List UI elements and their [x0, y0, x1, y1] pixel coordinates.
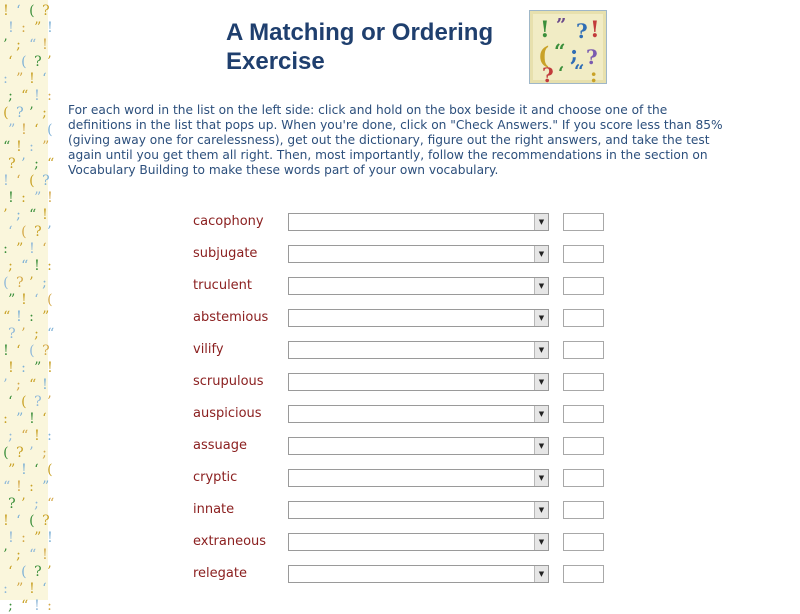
strip-glyph: ?	[42, 343, 50, 359]
strip-glyph: ?	[8, 156, 16, 172]
strip-glyph: !	[16, 309, 22, 325]
strip-glyph: ‘	[8, 54, 13, 70]
strip-glyph: ’	[47, 564, 52, 580]
strip-glyph: ’	[21, 496, 26, 512]
strip-glyph: !	[29, 581, 35, 597]
logo-glyph: ;	[570, 41, 579, 67]
strip-glyph: “	[29, 377, 37, 393]
strip-glyph: :	[21, 530, 26, 546]
definition-select[interactable]	[288, 341, 549, 359]
quiz-row	[0, 308, 800, 328]
answer-box[interactable]	[563, 309, 604, 327]
strip-glyph: :	[47, 258, 52, 274]
strip-glyph: ’	[47, 224, 52, 240]
strip-glyph: :	[29, 479, 34, 495]
strip-glyph: !	[34, 88, 40, 104]
strip-glyph: !	[29, 241, 35, 257]
strip-glyph: !	[34, 258, 40, 274]
strip-glyph: ”	[34, 190, 42, 206]
quiz-word: relegate	[193, 566, 247, 581]
strip-glyph: (	[29, 513, 35, 529]
chevron-down-icon[interactable]: ▼	[534, 310, 548, 326]
answer-box[interactable]	[563, 341, 604, 359]
strip-glyph: ;	[16, 377, 21, 393]
strip-glyph: ‘	[16, 173, 21, 189]
answer-box[interactable]	[563, 469, 604, 487]
strip-glyph: ’	[29, 445, 34, 461]
strip-glyph: ;	[8, 258, 13, 274]
strip-glyph: ?	[34, 564, 42, 580]
strip-glyph: !	[3, 173, 9, 189]
definition-select[interactable]	[288, 309, 549, 327]
strip-glyph: !	[3, 343, 9, 359]
logo-glyph: “	[554, 39, 566, 63]
strip-glyph: ”	[34, 20, 42, 36]
logo-glyph: “	[574, 61, 585, 82]
strip-glyph: ”	[34, 530, 42, 546]
answer-box[interactable]	[563, 565, 604, 583]
strip-glyph: !	[8, 20, 14, 36]
definition-select[interactable]	[288, 533, 549, 551]
strip-glyph: ?	[34, 394, 42, 410]
strip-glyph: !	[42, 37, 48, 53]
strip-glyph: ‘	[42, 581, 47, 597]
strip-glyph: “	[47, 156, 55, 172]
strip-glyph: ”	[16, 411, 24, 427]
answer-box[interactable]	[563, 533, 604, 551]
logo-glyph: ?	[586, 45, 598, 69]
strip-glyph: ;	[16, 37, 21, 53]
strip-glyph: ;	[34, 326, 39, 342]
strip-glyph: ‘	[16, 3, 21, 19]
strip-glyph: !	[29, 71, 35, 87]
strip-glyph: (	[47, 462, 53, 478]
quiz-word: assuage	[193, 438, 247, 453]
strip-glyph: :	[29, 309, 34, 325]
strip-glyph: ‘	[42, 241, 47, 257]
quiz-word: extraneous	[193, 534, 267, 549]
quiz-word: cryptic	[193, 470, 238, 485]
definition-select[interactable]	[288, 437, 549, 455]
strip-glyph: :	[21, 360, 26, 376]
strip-glyph: “	[21, 88, 29, 104]
answer-box[interactable]	[563, 245, 604, 263]
strip-glyph: ’	[3, 547, 8, 563]
strip-glyph: ?	[34, 54, 42, 70]
strip-glyph: “	[47, 496, 55, 512]
strip-glyph: “	[29, 547, 37, 563]
quiz-row	[0, 404, 800, 427]
strip-glyph: !	[42, 547, 48, 563]
strip-glyph: :	[3, 71, 8, 87]
chevron-down-icon[interactable]: ▼	[534, 534, 548, 550]
quiz-row	[0, 241, 800, 264]
logo-glyph: ‘	[558, 63, 565, 84]
strip-glyph: ”	[8, 292, 16, 308]
punctuation-logo	[529, 10, 607, 87]
strip-glyph: ”	[42, 139, 50, 155]
strip-glyph: :	[47, 428, 52, 444]
strip-glyph: ’	[3, 377, 8, 393]
strip-glyph: ?	[42, 173, 50, 189]
answer-box[interactable]	[563, 405, 604, 423]
strip-glyph: “	[3, 309, 11, 325]
strip-glyph: ;	[8, 88, 13, 104]
definition-select[interactable]	[288, 405, 549, 423]
strip-glyph: !	[8, 360, 14, 376]
strip-glyph: ?	[16, 105, 24, 121]
quiz-row	[0, 276, 800, 296]
strip-glyph: :	[21, 190, 26, 206]
strip-glyph: ‘	[34, 462, 39, 478]
strip-glyph: !	[16, 139, 22, 155]
strip-glyph: !	[3, 3, 9, 19]
strip-glyph: ’	[29, 275, 34, 291]
strip-glyph: ”	[16, 581, 24, 597]
logo-glyph: !	[590, 17, 600, 43]
strip-glyph: ‘	[42, 411, 47, 427]
quiz-row	[0, 436, 800, 456]
chevron-down-icon[interactable]: ▼	[534, 342, 548, 358]
quiz-row	[0, 340, 800, 360]
strip-glyph: (	[47, 292, 53, 308]
strip-glyph: ”	[42, 479, 50, 495]
strip-glyph: (	[21, 54, 27, 70]
chevron-down-icon[interactable]: ▼	[534, 246, 548, 262]
page-title: A Matching or Ordering Exercise	[226, 19, 494, 75]
strip-glyph: :	[29, 139, 34, 155]
strip-glyph: ;	[34, 496, 39, 512]
strip-glyph: !	[16, 479, 22, 495]
strip-glyph: (	[3, 275, 9, 291]
strip-glyph: ;	[8, 428, 13, 444]
answer-box[interactable]	[563, 373, 604, 391]
logo-glyph: !	[540, 17, 550, 43]
strip-glyph: !	[21, 292, 27, 308]
strip-glyph: (	[21, 394, 27, 410]
quiz-word: cacophony	[193, 214, 264, 229]
strip-glyph: (	[29, 343, 35, 359]
strip-glyph: !	[34, 428, 40, 444]
strip-glyph: ?	[16, 445, 24, 461]
strip-glyph: ;	[42, 105, 47, 121]
strip-glyph: ”	[42, 309, 50, 325]
strip-glyph: :	[3, 581, 8, 597]
definition-select[interactable]	[288, 469, 549, 487]
strip-glyph: ;	[16, 547, 21, 563]
strip-glyph: ’	[47, 394, 52, 410]
quiz-word: abstemious	[193, 310, 269, 325]
strip-glyph: !	[34, 598, 40, 614]
strip-glyph: ?	[34, 224, 42, 240]
strip-glyph: ‘	[34, 292, 39, 308]
logo-glyph: ”	[556, 15, 567, 36]
strip-glyph: !	[47, 190, 53, 206]
quiz-word: subjugate	[193, 246, 258, 261]
strip-glyph: ;	[42, 445, 47, 461]
strip-glyph: (	[21, 224, 27, 240]
answer-box[interactable]	[563, 437, 604, 455]
strip-glyph: !	[8, 530, 14, 546]
strip-glyph: ‘	[8, 394, 13, 410]
chevron-down-icon[interactable]: ▼	[534, 438, 548, 454]
strip-glyph: ’	[29, 105, 34, 121]
quiz-word: scrupulous	[193, 374, 264, 389]
answer-box[interactable]	[563, 213, 604, 231]
logo-glyph: :	[590, 63, 598, 87]
strip-glyph: “	[21, 258, 29, 274]
strip-glyph: ?	[16, 275, 24, 291]
strip-glyph: ’	[47, 54, 52, 70]
logo-glyph: ?	[542, 63, 554, 87]
quiz-row	[0, 468, 800, 488]
strip-glyph: !	[3, 513, 9, 529]
chevron-down-icon[interactable]: ▼	[534, 278, 548, 294]
quiz-word: truculent	[193, 278, 253, 293]
quiz-row	[0, 212, 800, 232]
strip-glyph: ‘	[34, 122, 39, 138]
strip-glyph: ‘	[42, 71, 47, 87]
chevron-down-icon[interactable]: ▼	[534, 374, 548, 390]
quiz-word: vilify	[193, 342, 224, 357]
strip-glyph: !	[47, 20, 53, 36]
strip-glyph: “	[29, 207, 37, 223]
strip-glyph: (	[47, 122, 53, 138]
strip-glyph: ”	[34, 360, 42, 376]
strip-glyph: ‘	[8, 564, 13, 580]
chevron-down-icon[interactable]: ▼	[534, 566, 548, 582]
strip-glyph: ;	[42, 275, 47, 291]
chevron-down-icon[interactable]: ▼	[534, 470, 548, 486]
strip-glyph: ;	[8, 598, 13, 614]
strip-glyph: “	[3, 479, 11, 495]
strip-glyph: ?	[8, 496, 16, 512]
strip-glyph: ;	[34, 156, 39, 172]
quiz-row	[0, 564, 800, 584]
chevron-down-icon[interactable]: ▼	[534, 502, 548, 518]
instructions-text: For each word in the list on the left side: click and hold on the box beside it and choose one of the definitions in the list that pops up. When you're done, click on "Check Answers." If you score less than 85% (giving away one for carelessness), get out the dictionary, figure out the right answers, and take the test again until you get them all right. Then, most importantly, follow the recommendations in the section on Vocabulary Building to make these words part of your own vocabulary.	[68, 103, 723, 177]
strip-glyph: :	[47, 88, 52, 104]
strip-glyph: ;	[16, 207, 21, 223]
strip-glyph: ?	[8, 326, 16, 342]
answer-box[interactable]	[563, 501, 604, 519]
quiz-word: auspicious	[193, 406, 262, 421]
strip-glyph: (	[29, 173, 35, 189]
strip-glyph: ”	[16, 71, 24, 87]
strip-glyph: !	[21, 462, 27, 478]
definition-select[interactable]	[288, 501, 549, 519]
strip-glyph: ”	[8, 122, 16, 138]
strip-glyph: !	[42, 207, 48, 223]
strip-glyph: (	[21, 564, 27, 580]
quiz-row	[0, 372, 800, 392]
strip-glyph: (	[3, 105, 9, 121]
definition-select[interactable]	[288, 373, 549, 391]
strip-glyph: ?	[42, 3, 50, 19]
chevron-down-icon[interactable]: ▼	[534, 406, 548, 422]
logo-glyph: (	[538, 41, 550, 70]
strip-glyph: “	[47, 326, 55, 342]
strip-glyph: !	[29, 411, 35, 427]
definition-select[interactable]	[288, 565, 549, 583]
strip-glyph: :	[3, 411, 8, 427]
strip-glyph: !	[21, 122, 27, 138]
strip-glyph: !	[8, 190, 14, 206]
strip-glyph: ’	[21, 156, 26, 172]
logo-glyph: ?	[576, 19, 588, 43]
quiz-row	[0, 500, 800, 520]
definition-select[interactable]	[288, 245, 549, 263]
chevron-down-icon[interactable]: ▼	[534, 214, 548, 230]
strip-glyph: ’	[3, 207, 8, 223]
strip-glyph: :	[21, 20, 26, 36]
strip-glyph: “	[29, 37, 37, 53]
strip-glyph: (	[29, 3, 35, 19]
quiz-row	[0, 532, 800, 552]
answer-box[interactable]	[563, 277, 604, 295]
quiz-word: innate	[193, 502, 235, 517]
strip-glyph: “	[21, 598, 29, 614]
strip-glyph: ‘	[16, 343, 21, 359]
strip-glyph: !	[47, 530, 53, 546]
definition-select[interactable]	[288, 213, 549, 231]
strip-glyph: ’	[3, 37, 8, 53]
strip-glyph: ‘	[8, 224, 13, 240]
strip-glyph: ?	[42, 513, 50, 529]
strip-glyph: !	[47, 360, 53, 376]
definition-select[interactable]	[288, 277, 549, 295]
strip-glyph: !	[42, 377, 48, 393]
strip-glyph: (	[3, 445, 9, 461]
strip-glyph: ‘	[16, 513, 21, 529]
strip-glyph: :	[47, 598, 52, 614]
strip-glyph: “	[3, 139, 11, 155]
strip-glyph: ’	[21, 326, 26, 342]
strip-glyph: “	[21, 428, 29, 444]
strip-glyph: :	[3, 241, 8, 257]
strip-glyph: ”	[16, 241, 24, 257]
strip-glyph: ”	[8, 462, 16, 478]
